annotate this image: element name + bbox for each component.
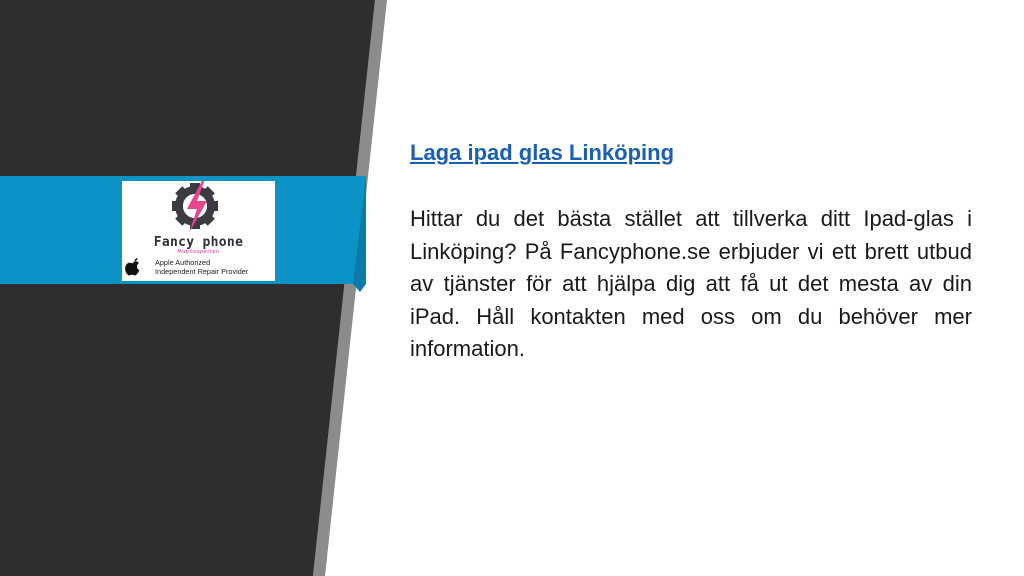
apple-icon <box>122 255 144 279</box>
brand-name: Fancy phone <box>153 235 244 250</box>
article <box>410 139 972 366</box>
article-title-link[interactable]: Laga ipad glas Linköping <box>410 140 675 165</box>
brand-tagline: Mobilexperten <box>177 249 220 255</box>
article-body: Hittar du det bästa stället att tillverka ditt Ipad-glas i Linköping? På Fancyphone.se erbjuder vi ett brett utbud av tjänster för att hjälpa dig att få ut det mesta av din iPad. Håll kontakten med oss om du behöver mer information. <box>410 206 972 361</box>
authorization-badge <box>155 258 248 276</box>
dark-side-panel <box>0 0 375 576</box>
badge-line-1: Apple Authorized <box>155 258 211 267</box>
gear-bolt-icon <box>122 181 275 236</box>
badge-line-2: Independent Repair Provider <box>155 267 249 276</box>
company-logo <box>122 181 275 281</box>
